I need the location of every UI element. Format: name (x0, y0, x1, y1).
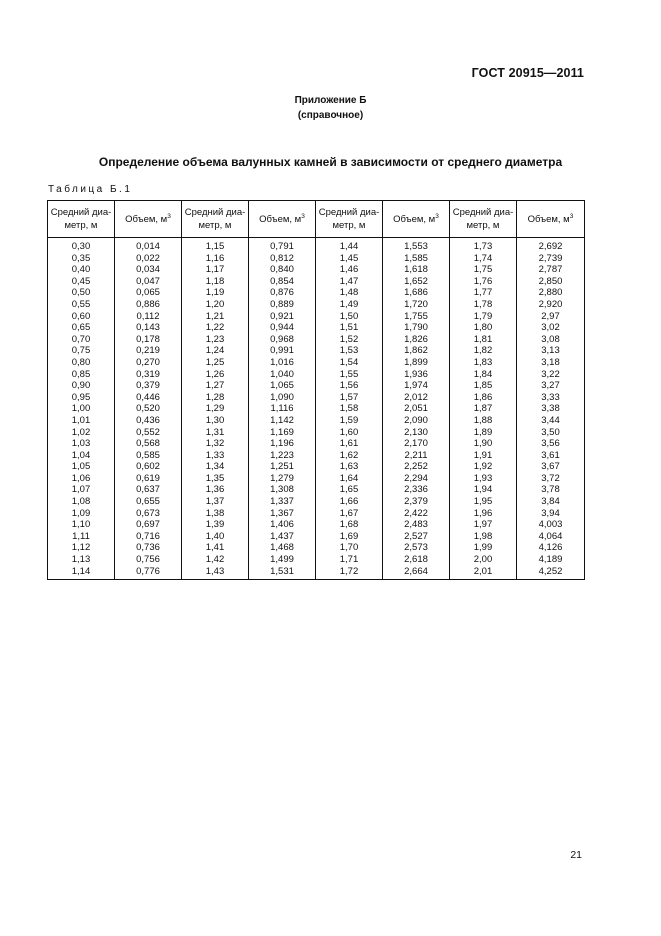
volume-cell: 0,446 (115, 392, 182, 404)
page-number: 21 (570, 849, 582, 861)
diameter-cell: 1,65 (316, 484, 383, 496)
diameter-cell: 1,02 (48, 427, 115, 439)
table-row (48, 238, 585, 253)
diameter-cell: 1,09 (48, 508, 115, 520)
diameter-cell: 1,48 (316, 287, 383, 299)
diameter-cell: 1,12 (48, 542, 115, 554)
volume-cell: 0,585 (115, 450, 182, 462)
volume-table-container (47, 200, 584, 580)
volume-cell: 0,921 (249, 311, 316, 323)
diameter-cell: 1,60 (316, 427, 383, 439)
volume-cell: 0,436 (115, 415, 182, 427)
section-title: Определение объема валунных камней в зависимости от среднего диаметра (98, 155, 563, 169)
volume-cell: 3,67 (517, 461, 585, 473)
table-row (48, 450, 585, 462)
diameter-cell: 1,80 (450, 322, 517, 334)
volume-cell: 0,991 (249, 345, 316, 357)
diameter-cell: 1,38 (182, 508, 249, 520)
diameter-cell: 1,64 (316, 473, 383, 485)
volume-cell: 1,251 (249, 461, 316, 473)
volume-cell: 1,826 (383, 334, 450, 346)
diameter-cell: 1,37 (182, 496, 249, 508)
diameter-cell: 1,22 (182, 322, 249, 334)
volume-cell: 0,143 (115, 322, 182, 334)
diameter-cell: 0,70 (48, 334, 115, 346)
diameter-cell: 1,23 (182, 334, 249, 346)
header-diameter-4: Средний диа- метр, м (450, 201, 517, 238)
volume-cell: 0,619 (115, 473, 182, 485)
diameter-cell: 1,06 (48, 473, 115, 485)
volume-cell: 0,812 (249, 253, 316, 265)
diameter-cell: 1,42 (182, 554, 249, 566)
annex-heading (0, 93, 661, 123)
volume-cell: 2,692 (517, 238, 585, 253)
diameter-cell: 1,28 (182, 392, 249, 404)
volume-cell: 4,252 (517, 566, 585, 580)
diameter-cell: 0,75 (48, 345, 115, 357)
volume-cell: 1,196 (249, 438, 316, 450)
volume-cell: 0,854 (249, 276, 316, 288)
volume-cell: 1,468 (249, 542, 316, 554)
table-row (48, 496, 585, 508)
diameter-cell: 1,00 (48, 403, 115, 415)
table-row (48, 276, 585, 288)
standard-code: ГОСТ 20915—2011 (471, 66, 584, 80)
diameter-cell: 1,93 (450, 473, 517, 485)
diameter-cell: 1,46 (316, 264, 383, 276)
volume-cell: 2,527 (383, 531, 450, 543)
diameter-cell: 2,01 (450, 566, 517, 580)
volume-cell: 1,169 (249, 427, 316, 439)
volume-cell: 1,790 (383, 322, 450, 334)
volume-cell: 1,974 (383, 380, 450, 392)
diameter-cell: 1,63 (316, 461, 383, 473)
table-row (48, 519, 585, 531)
table-row (48, 253, 585, 265)
volume-cell: 2,920 (517, 299, 585, 311)
diameter-cell: 1,25 (182, 357, 249, 369)
diameter-cell: 1,52 (316, 334, 383, 346)
volume-cell: 2,170 (383, 438, 450, 450)
volume-cell: 2,483 (383, 519, 450, 531)
diameter-cell: 1,10 (48, 519, 115, 531)
diameter-cell: 1,54 (316, 357, 383, 369)
volume-cell: 3,84 (517, 496, 585, 508)
header-volume-4: Объем, $м^3$ (517, 201, 585, 238)
volume-cell: 1,040 (249, 369, 316, 381)
diameter-cell: 2,00 (450, 554, 517, 566)
diameter-cell: 1,76 (450, 276, 517, 288)
volume-cell: 0,697 (115, 519, 182, 531)
volume-cell: 3,22 (517, 369, 585, 381)
diameter-cell: 1,32 (182, 438, 249, 450)
diameter-cell: 0,90 (48, 380, 115, 392)
diameter-cell: 1,34 (182, 461, 249, 473)
diameter-cell: 1,73 (450, 238, 517, 253)
volume-cell: 0,319 (115, 369, 182, 381)
diameter-cell: 1,07 (48, 484, 115, 496)
diameter-cell: 1,88 (450, 415, 517, 427)
table-row (48, 554, 585, 566)
diameter-cell: 1,31 (182, 427, 249, 439)
diameter-cell: 1,15 (182, 238, 249, 253)
diameter-cell: 1,82 (450, 345, 517, 357)
volume-cell: 2,130 (383, 427, 450, 439)
volume-cell: 2,090 (383, 415, 450, 427)
diameter-cell: 1,87 (450, 403, 517, 415)
volume-cell: 3,72 (517, 473, 585, 485)
volume-cell: 1,142 (249, 415, 316, 427)
volume-cell: 2,336 (383, 484, 450, 496)
volume-cell: 1,499 (249, 554, 316, 566)
table-row (48, 531, 585, 543)
volume-cell: 0,889 (249, 299, 316, 311)
volume-cell: 2,664 (383, 566, 450, 580)
volume-cell: 4,064 (517, 531, 585, 543)
diameter-cell: 1,49 (316, 299, 383, 311)
volume-cell: 3,08 (517, 334, 585, 346)
volume-cell: 0,178 (115, 334, 182, 346)
volume-cell: 1,116 (249, 403, 316, 415)
header-diameter-1: Средний диа- метр, м (48, 201, 115, 238)
diameter-cell: 1,89 (450, 427, 517, 439)
diameter-cell: 1,69 (316, 531, 383, 543)
volume-cell: 2,051 (383, 403, 450, 415)
volume-cell: 1,308 (249, 484, 316, 496)
volume-cell: 0,602 (115, 461, 182, 473)
volume-cell: 0,716 (115, 531, 182, 543)
diameter-cell: 1,81 (450, 334, 517, 346)
diameter-cell: 1,78 (450, 299, 517, 311)
volume-cell: 0,776 (115, 566, 182, 580)
volume-cell: 2,787 (517, 264, 585, 276)
diameter-cell: 1,18 (182, 276, 249, 288)
table-row (48, 566, 585, 580)
diameter-cell: 1,91 (450, 450, 517, 462)
volume-cell: 3,38 (517, 403, 585, 415)
volume-cell: 2,422 (383, 508, 450, 520)
volume-table (47, 200, 585, 580)
header-diameter-2: Средний диа- метр, м (182, 201, 249, 238)
volume-cell: 1,531 (249, 566, 316, 580)
volume-cell: 1,437 (249, 531, 316, 543)
diameter-cell: 1,57 (316, 392, 383, 404)
volume-cell: 4,003 (517, 519, 585, 531)
table-row (48, 345, 585, 357)
volume-cell: 0,022 (115, 253, 182, 265)
diameter-cell: 1,98 (450, 531, 517, 543)
volume-cell: 2,573 (383, 542, 450, 554)
diameter-cell: 0,30 (48, 238, 115, 253)
diameter-cell: 1,29 (182, 403, 249, 415)
diameter-cell: 1,90 (450, 438, 517, 450)
header-volume-1: Объем, $м^3$ (115, 201, 182, 238)
diameter-cell: 0,95 (48, 392, 115, 404)
diameter-cell: 1,36 (182, 484, 249, 496)
diameter-cell: 1,85 (450, 380, 517, 392)
volume-cell: 0,968 (249, 334, 316, 346)
diameter-cell: 1,20 (182, 299, 249, 311)
annex-title: Приложение Б (294, 95, 367, 106)
volume-cell: 2,618 (383, 554, 450, 566)
table-row (48, 484, 585, 496)
table-row (48, 357, 585, 369)
table-body (48, 238, 585, 580)
volume-cell: 3,78 (517, 484, 585, 496)
diameter-cell: 1,19 (182, 287, 249, 299)
diameter-cell: 1,68 (316, 519, 383, 531)
volume-cell: 4,126 (517, 542, 585, 554)
volume-cell: 1,279 (249, 473, 316, 485)
volume-cell: 1,406 (249, 519, 316, 531)
diameter-cell: 1,13 (48, 554, 115, 566)
volume-cell: 3,33 (517, 392, 585, 404)
diameter-cell: 1,26 (182, 369, 249, 381)
volume-cell: 3,02 (517, 322, 585, 334)
volume-cell: 2,252 (383, 461, 450, 473)
table-row (48, 311, 585, 323)
volume-cell: 1,720 (383, 299, 450, 311)
table-row (48, 369, 585, 381)
diameter-cell: 0,55 (48, 299, 115, 311)
volume-cell: 4,189 (517, 554, 585, 566)
volume-cell: 3,44 (517, 415, 585, 427)
table-row (48, 322, 585, 334)
diameter-cell: 1,56 (316, 380, 383, 392)
volume-cell: 1,223 (249, 450, 316, 462)
diameter-cell: 1,62 (316, 450, 383, 462)
volume-cell: 1,686 (383, 287, 450, 299)
volume-cell: 2,211 (383, 450, 450, 462)
diameter-cell: 1,84 (450, 369, 517, 381)
volume-cell: 0,756 (115, 554, 182, 566)
diameter-cell: 1,70 (316, 542, 383, 554)
diameter-cell: 1,39 (182, 519, 249, 531)
diameter-cell: 1,71 (316, 554, 383, 566)
table-caption: Таблица Б.1 (48, 184, 133, 195)
diameter-cell: 0,50 (48, 287, 115, 299)
volume-cell: 3,61 (517, 450, 585, 462)
volume-cell: 0,112 (115, 311, 182, 323)
table-row (48, 508, 585, 520)
diameter-cell: 1,43 (182, 566, 249, 580)
diameter-cell: 1,17 (182, 264, 249, 276)
diameter-cell: 1,97 (450, 519, 517, 531)
table-row (48, 542, 585, 554)
diameter-cell: 1,95 (450, 496, 517, 508)
table-row (48, 334, 585, 346)
volume-cell: 2,012 (383, 392, 450, 404)
volume-cell: 0,034 (115, 264, 182, 276)
volume-cell: 1,618 (383, 264, 450, 276)
table-row (48, 287, 585, 299)
diameter-cell: 1,11 (48, 531, 115, 543)
volume-cell: 1,585 (383, 253, 450, 265)
volume-cell: 3,94 (517, 508, 585, 520)
volume-cell: 1,936 (383, 369, 450, 381)
volume-cell: 0,270 (115, 357, 182, 369)
diameter-cell: 0,35 (48, 253, 115, 265)
table-row (48, 380, 585, 392)
volume-cell: 1,367 (249, 508, 316, 520)
header-diameter-3: Средний диа- метр, м (316, 201, 383, 238)
volume-cell: 1,652 (383, 276, 450, 288)
volume-cell: 0,886 (115, 299, 182, 311)
volume-cell: 1,755 (383, 311, 450, 323)
volume-cell: 0,840 (249, 264, 316, 276)
diameter-cell: 1,83 (450, 357, 517, 369)
volume-cell: 0,047 (115, 276, 182, 288)
diameter-cell: 1,55 (316, 369, 383, 381)
diameter-cell: 1,33 (182, 450, 249, 462)
annex-subtitle: (справочное) (297, 110, 364, 121)
diameter-cell: 0,60 (48, 311, 115, 323)
diameter-cell: 1,51 (316, 322, 383, 334)
diameter-cell: 1,27 (182, 380, 249, 392)
diameter-cell: 0,80 (48, 357, 115, 369)
table-row (48, 461, 585, 473)
volume-cell: 0,065 (115, 287, 182, 299)
volume-cell: 0,655 (115, 496, 182, 508)
table-row (48, 299, 585, 311)
volume-cell: 0,944 (249, 322, 316, 334)
volume-cell: 2,97 (517, 311, 585, 323)
diameter-cell: 1,01 (48, 415, 115, 427)
volume-cell: 0,520 (115, 403, 182, 415)
volume-cell: 2,880 (517, 287, 585, 299)
volume-cell: 3,13 (517, 345, 585, 357)
diameter-cell: 1,35 (182, 473, 249, 485)
volume-cell: 2,739 (517, 253, 585, 265)
table-row (48, 415, 585, 427)
diameter-cell: 1,67 (316, 508, 383, 520)
diameter-cell: 1,77 (450, 287, 517, 299)
volume-cell: 3,56 (517, 438, 585, 450)
diameter-cell: 1,74 (450, 253, 517, 265)
diameter-cell: 1,14 (48, 566, 115, 580)
diameter-cell: 1,66 (316, 496, 383, 508)
diameter-cell: 1,30 (182, 415, 249, 427)
diameter-cell: 1,21 (182, 311, 249, 323)
diameter-cell: 1,41 (182, 542, 249, 554)
diameter-cell: 0,45 (48, 276, 115, 288)
volume-cell: 1,090 (249, 392, 316, 404)
diameter-cell: 1,58 (316, 403, 383, 415)
diameter-cell: 1,50 (316, 311, 383, 323)
table-row (48, 438, 585, 450)
diameter-cell: 1,45 (316, 253, 383, 265)
diameter-cell: 1,96 (450, 508, 517, 520)
volume-cell: 0,876 (249, 287, 316, 299)
diameter-cell: 1,72 (316, 566, 383, 580)
volume-cell: 2,379 (383, 496, 450, 508)
volume-cell: 3,50 (517, 427, 585, 439)
volume-cell: 2,294 (383, 473, 450, 485)
volume-cell: 0,552 (115, 427, 182, 439)
table-row (48, 473, 585, 485)
diameter-cell: 1,61 (316, 438, 383, 450)
header-volume-3: Объем, $м^3$ (383, 201, 450, 238)
diameter-cell: 1,24 (182, 345, 249, 357)
diameter-cell: 1,59 (316, 415, 383, 427)
diameter-cell: 1,75 (450, 264, 517, 276)
volume-cell: 0,219 (115, 345, 182, 357)
diameter-cell: 1,44 (316, 238, 383, 253)
diameter-cell: 1,05 (48, 461, 115, 473)
diameter-cell: 1,79 (450, 311, 517, 323)
volume-cell: 3,27 (517, 380, 585, 392)
volume-cell: 0,736 (115, 542, 182, 554)
diameter-cell: 0,85 (48, 369, 115, 381)
diameter-cell: 0,65 (48, 322, 115, 334)
volume-cell: 0,637 (115, 484, 182, 496)
volume-cell: 1,016 (249, 357, 316, 369)
volume-cell: 3,18 (517, 357, 585, 369)
diameter-cell: 1,94 (450, 484, 517, 496)
diameter-cell: 1,47 (316, 276, 383, 288)
volume-cell: 0,568 (115, 438, 182, 450)
diameter-cell: 1,16 (182, 253, 249, 265)
volume-cell: 1,065 (249, 380, 316, 392)
volume-cell: 0,791 (249, 238, 316, 253)
volume-cell: 1,862 (383, 345, 450, 357)
diameter-cell: 1,40 (182, 531, 249, 543)
table-row (48, 427, 585, 439)
header-volume-2: Объем, $м^3$ (249, 201, 316, 238)
volume-cell: 0,014 (115, 238, 182, 253)
table-row (48, 264, 585, 276)
table-row (48, 403, 585, 415)
diameter-cell: 1,03 (48, 438, 115, 450)
volume-cell: 2,850 (517, 276, 585, 288)
volume-cell: 0,673 (115, 508, 182, 520)
table-row (48, 392, 585, 404)
diameter-cell: 1,86 (450, 392, 517, 404)
table-header-row (48, 201, 585, 238)
diameter-cell: 1,04 (48, 450, 115, 462)
diameter-cell: 1,92 (450, 461, 517, 473)
volume-cell: 1,337 (249, 496, 316, 508)
diameter-cell: 0,40 (48, 264, 115, 276)
volume-cell: 0,379 (115, 380, 182, 392)
diameter-cell: 1,08 (48, 496, 115, 508)
volume-cell: 1,899 (383, 357, 450, 369)
diameter-cell: 1,99 (450, 542, 517, 554)
volume-cell: 1,553 (383, 238, 450, 253)
diameter-cell: 1,53 (316, 345, 383, 357)
